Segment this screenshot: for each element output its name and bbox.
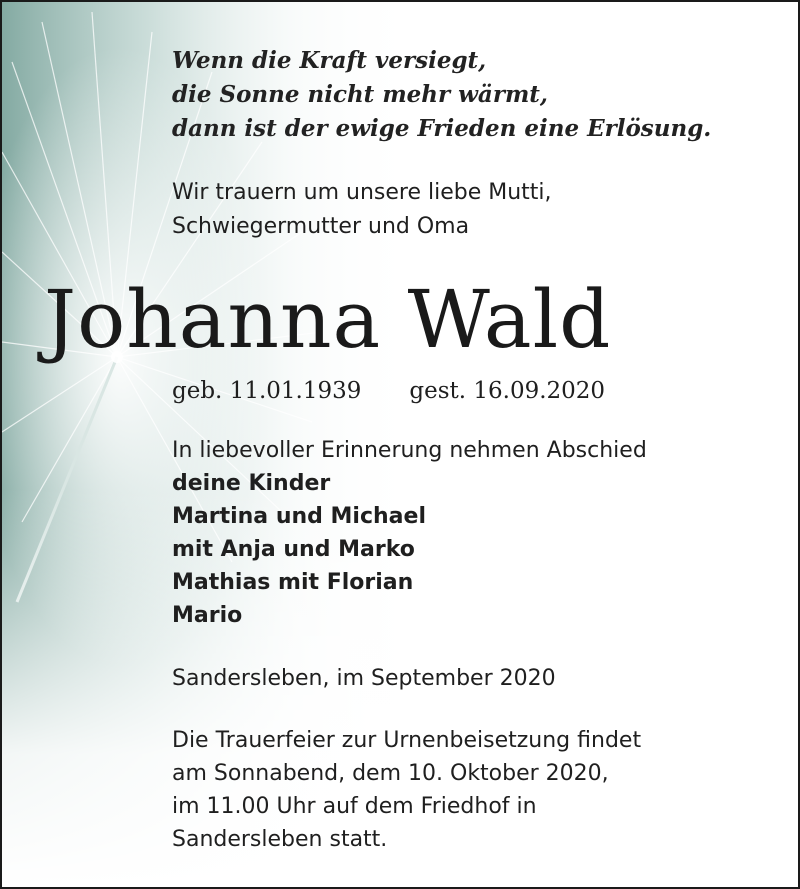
service-line: Die Trauerfeier zur Urnenbeisetzung findet bbox=[172, 728, 642, 753]
mourner-line: mit Anja und Marko bbox=[172, 537, 415, 562]
mourner-line: Martina und Michael bbox=[172, 504, 426, 529]
memorial-verse bbox=[172, 44, 782, 146]
life-dates bbox=[172, 374, 792, 408]
service-line: im 11.00 Uhr auf dem Friedhof in bbox=[172, 794, 537, 819]
verse-line: Wenn die Kraft versiegt, bbox=[172, 47, 487, 74]
mourner-line: deine Kinder bbox=[172, 471, 331, 496]
farewell-section bbox=[172, 434, 792, 632]
intro-line: Schwiegermutter und Oma bbox=[172, 214, 470, 239]
mourner-line: Mathias mit Florian bbox=[172, 570, 414, 595]
verse-line: dann ist der ewige Frieden eine Erlösung. bbox=[172, 115, 712, 142]
death-date: gest. 16.09.2020 bbox=[409, 378, 606, 404]
deceased-name: Johanna Wald bbox=[44, 273, 612, 366]
mourner-line: Mario bbox=[172, 603, 243, 628]
verse-line: die Sonne nicht mehr wärmt, bbox=[172, 81, 548, 108]
mourning-intro bbox=[172, 176, 792, 244]
funeral-service-info bbox=[172, 724, 792, 856]
place-and-date: Sandersleben, im September 2020 bbox=[172, 666, 556, 691]
birth-date: geb. 11.01.1939 bbox=[172, 378, 362, 404]
service-line: Sandersleben statt. bbox=[172, 827, 388, 852]
farewell-intro: In liebevoller Erinnerung nehmen Abschied bbox=[172, 438, 647, 463]
service-line: am Sonnabend, dem 10. Oktober 2020, bbox=[172, 761, 609, 786]
intro-line: Wir trauern um unsere liebe Mutti, bbox=[172, 180, 552, 205]
